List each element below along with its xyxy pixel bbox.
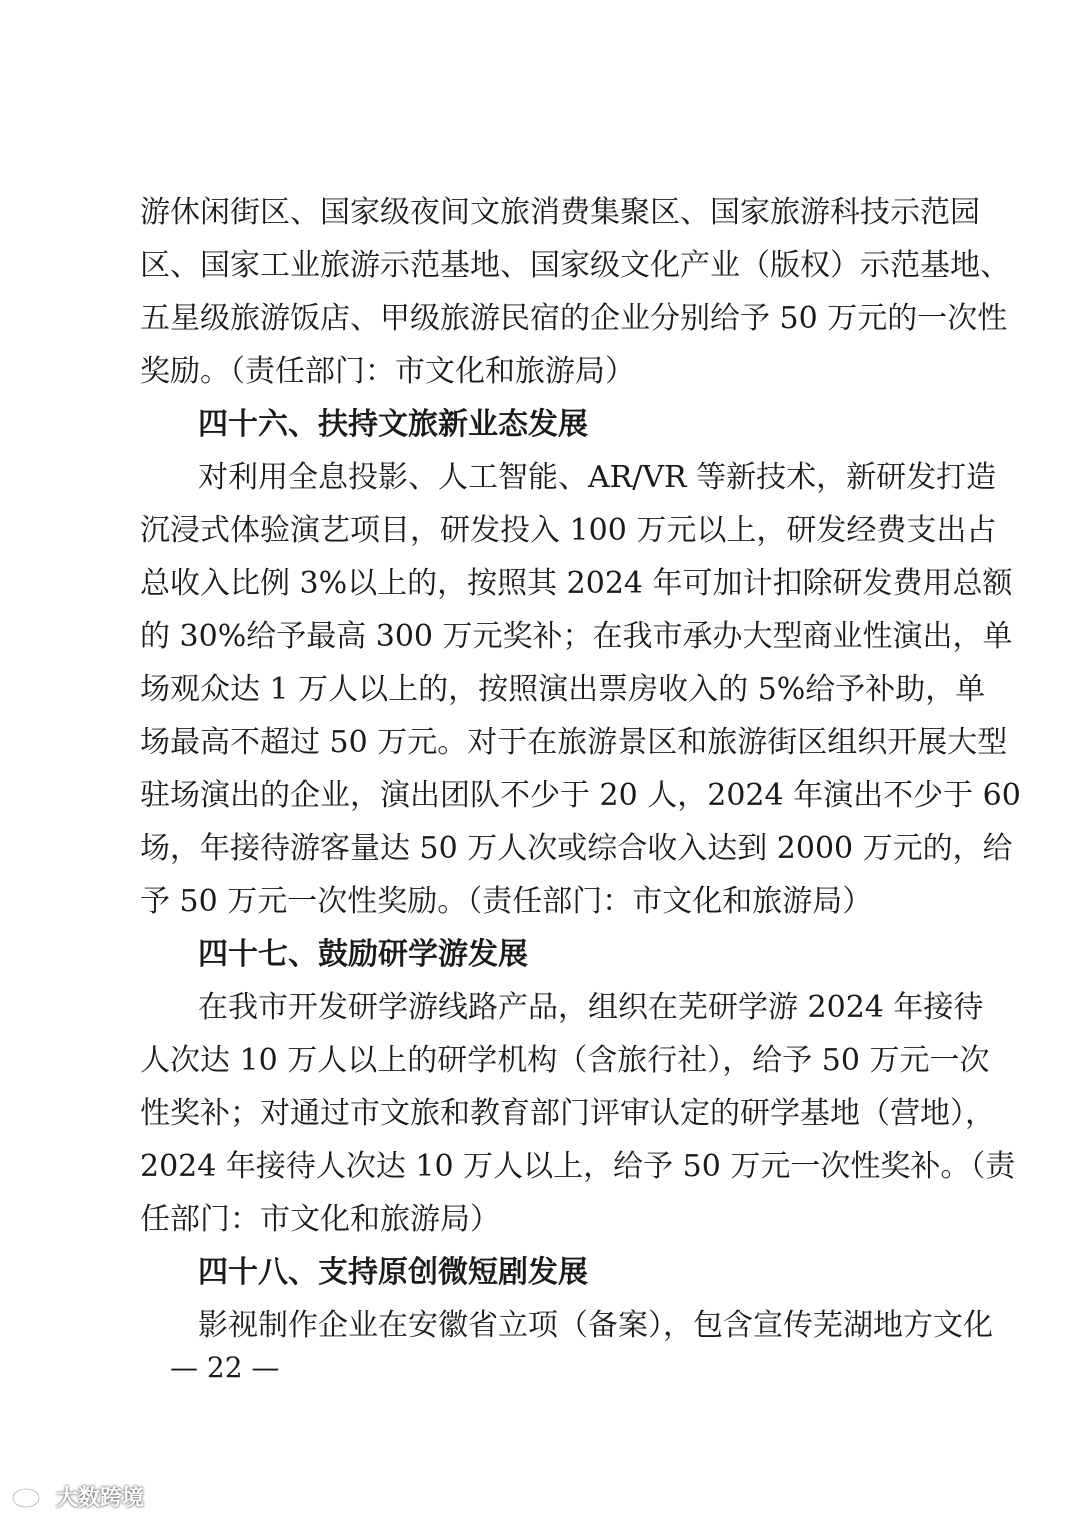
paragraph-line: 对利用全息投影、人工智能、AR/VR 等新技术，新研发打造 (198, 460, 997, 495)
paragraph-line: 区、国家工业旅游示范基地、国家级文化产业（版权）示范基地、 (140, 248, 1010, 283)
watermark-text: 大数跨境 (56, 1485, 145, 1511)
paragraph-line: 性奖补；对通过市文旅和教育部门评审认定的研学基地（营地）， (140, 1096, 995, 1131)
paragraph-line: 场最高不超过 50 万元。对于在旅游景区和旅游街区组织开展大型 (140, 725, 1008, 760)
paragraph-line: 驻场演出的企业，演出团队不少于 20 人，2024 年演出不少于 60 (140, 778, 1021, 813)
paragraph-line: 的 30%给予最高 300 万元奖补；在我市承办大型商业性演出，单 (140, 619, 1013, 654)
paragraph-line: 沉浸式体验演艺项目，研发投入 100 万元以上，研发经费支出占 (140, 513, 997, 548)
paragraph-line: 予 50 万元一次性奖励。（责任部门：市文化和旅游局） (140, 884, 873, 919)
section-heading: 四十六、扶持文旅新业态发展 (198, 407, 588, 442)
paragraph-line: 游休闲街区、国家级夜间文旅消费集聚区、国家旅游科技示范园 (140, 195, 980, 230)
paragraph-line: 总收入比例 3%以上的，按照其 2024 年可加计扣除研发费用总额 (140, 566, 1013, 601)
paragraph-line: 2024 年接待人次达 10 万人以上，给予 50 万元一次性奖补。（责 (140, 1149, 1016, 1184)
paragraph-line: 任部门：市文化和旅游局） (140, 1202, 500, 1237)
watermark (10, 1478, 144, 1514)
paragraph-line: 五星级旅游饭店、甲级旅游民宿的企业分别给予 50 万元的一次性 (140, 301, 1008, 336)
paragraph-line: 在我市开发研学游线路产品，组织在芜研学游 2024 年接待 (198, 990, 984, 1025)
section-heading: 四十七、鼓励研学游发展 (198, 937, 528, 972)
paragraph-line: 奖励。（责任部门：市文化和旅游局） (140, 354, 635, 389)
weibo-logo-icon (10, 1483, 50, 1509)
paragraph-line: 人次达 10 万人以上的研学机构（含旅行社），给予 50 万元一次 (140, 1043, 990, 1078)
paragraph-line: 影视制作企业在安徽省立项（备案），包含宣传芜湖地方文化 (198, 1308, 993, 1343)
paragraph-line: 场，年接待游客量达 50 万人次或综合收入达到 2000 万元的，给 (140, 831, 1013, 866)
section-heading: 四十八、支持原创微短剧发展 (198, 1255, 588, 1290)
paragraph-line: 场观众达 1 万人以上的，按照演出票房收入的 5%给予补助，单 (140, 672, 986, 707)
page-number: — 22 — (170, 1351, 280, 1384)
